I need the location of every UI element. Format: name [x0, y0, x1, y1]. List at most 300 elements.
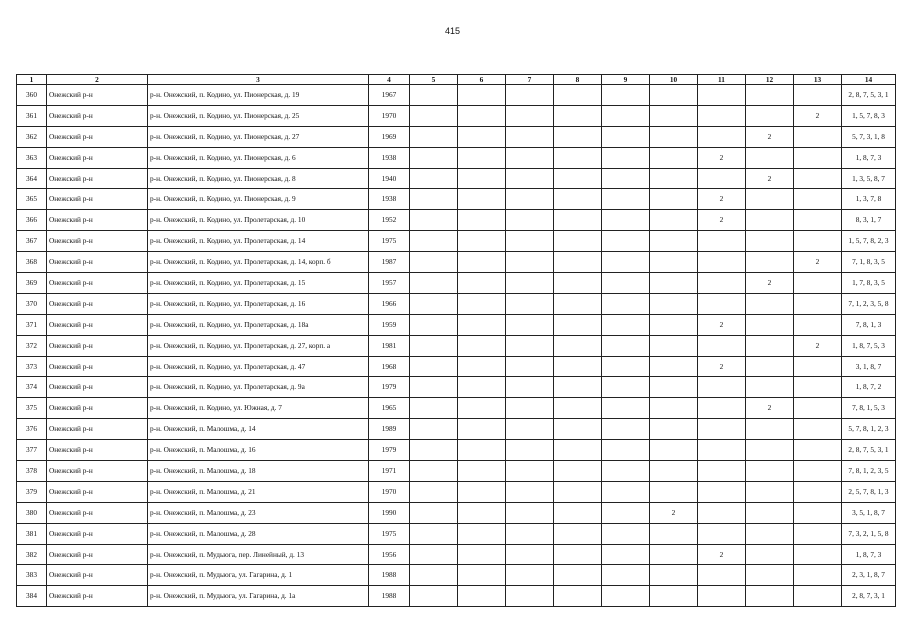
- col-12-cell: 2: [746, 273, 794, 294]
- col-11-cell: [698, 419, 746, 440]
- col-10-cell: [650, 168, 698, 189]
- col-13-cell: [794, 293, 842, 314]
- col-13-cell: [794, 523, 842, 544]
- col-13-cell: [794, 314, 842, 335]
- address-cell: р-н. Онежский, п. Мудьюга, ул. Гагарина, д. 1: [148, 565, 369, 586]
- row-number: 377: [17, 440, 47, 461]
- year-cell: 1971: [369, 461, 410, 482]
- col-11-cell: 2: [698, 189, 746, 210]
- table-row: [17, 502, 896, 523]
- address-cell: р-н. Онежский, п. Малошма, д. 18: [148, 461, 369, 482]
- col-8-cell: [554, 105, 602, 126]
- column-header: 12: [746, 75, 794, 85]
- col-12-cell: [746, 231, 794, 252]
- col-9-cell: [602, 502, 650, 523]
- row-number: 371: [17, 314, 47, 335]
- col-9-cell: [602, 252, 650, 273]
- col-11-cell: [698, 398, 746, 419]
- row-number: 374: [17, 377, 47, 398]
- col-5-cell: [410, 544, 458, 565]
- year-cell: 1965: [369, 398, 410, 419]
- col-14-cell: 1, 3, 5, 8, 7: [842, 168, 896, 189]
- col-6-cell: [458, 544, 506, 565]
- table-row: [17, 377, 896, 398]
- col-8-cell: [554, 523, 602, 544]
- col-13-cell: [794, 586, 842, 607]
- year-cell: 1966: [369, 293, 410, 314]
- col-6-cell: [458, 293, 506, 314]
- year-cell: 1959: [369, 314, 410, 335]
- col-8-cell: [554, 398, 602, 419]
- col-11-cell: [698, 293, 746, 314]
- col-11-cell: [698, 252, 746, 273]
- row-number: 360: [17, 85, 47, 106]
- col-11-cell: [698, 565, 746, 586]
- column-header: 9: [602, 75, 650, 85]
- col-10-cell: [650, 273, 698, 294]
- col-7-cell: [506, 335, 554, 356]
- row-number: 376: [17, 419, 47, 440]
- col-6-cell: [458, 273, 506, 294]
- col-13-cell: [794, 231, 842, 252]
- col-12-cell: [746, 147, 794, 168]
- col-14-cell: 5, 7, 8, 1, 2, 3: [842, 419, 896, 440]
- table-row: [17, 335, 896, 356]
- column-header: 4: [369, 75, 410, 85]
- col-8-cell: [554, 335, 602, 356]
- col-6-cell: [458, 377, 506, 398]
- row-number: 382: [17, 544, 47, 565]
- col-5-cell: [410, 565, 458, 586]
- col-12-cell: [746, 105, 794, 126]
- address-cell: р-н. Онежский, п. Кодино, ул. Пионерская, д. 27: [148, 126, 369, 147]
- row-number: 365: [17, 189, 47, 210]
- col-12-cell: 2: [746, 126, 794, 147]
- address-cell: р-н. Онежский, п. Малошма, д. 16: [148, 440, 369, 461]
- col-6-cell: [458, 335, 506, 356]
- col-5-cell: [410, 252, 458, 273]
- district-cell: Онежский р-н: [47, 189, 148, 210]
- column-header: 2: [47, 75, 148, 85]
- year-cell: 1970: [369, 481, 410, 502]
- col-9-cell: [602, 85, 650, 106]
- col-5-cell: [410, 273, 458, 294]
- table-row: [17, 105, 896, 126]
- year-cell: 1979: [369, 377, 410, 398]
- col-13-cell: [794, 356, 842, 377]
- col-5-cell: [410, 523, 458, 544]
- column-header: 1: [17, 75, 47, 85]
- col-14-cell: 1, 3, 7, 8: [842, 189, 896, 210]
- col-13-cell: 2: [794, 105, 842, 126]
- col-10-cell: [650, 335, 698, 356]
- col-12-cell: [746, 419, 794, 440]
- col-6-cell: [458, 231, 506, 252]
- col-14-cell: 2, 5, 7, 8, 1, 3: [842, 481, 896, 502]
- address-cell: р-н. Онежский, п. Кодино, ул. Пролетарская, д. 15: [148, 273, 369, 294]
- col-9-cell: [602, 481, 650, 502]
- col-9-cell: [602, 147, 650, 168]
- col-10-cell: [650, 252, 698, 273]
- row-number: 366: [17, 210, 47, 231]
- year-cell: 1987: [369, 252, 410, 273]
- address-cell: р-н. Онежский, п. Кодино, ул. Пионерская, д. 19: [148, 85, 369, 106]
- col-11-cell: [698, 105, 746, 126]
- year-cell: 1938: [369, 147, 410, 168]
- col-9-cell: [602, 461, 650, 482]
- col-13-cell: 2: [794, 252, 842, 273]
- district-cell: Онежский р-н: [47, 565, 148, 586]
- col-10-cell: [650, 419, 698, 440]
- col-12-cell: [746, 210, 794, 231]
- col-9-cell: [602, 189, 650, 210]
- col-10-cell: [650, 565, 698, 586]
- col-5-cell: [410, 293, 458, 314]
- col-10-cell: [650, 314, 698, 335]
- col-10-cell: 2: [650, 502, 698, 523]
- address-cell: р-н. Онежский, п. Кодино, ул. Пионерская, д. 9: [148, 189, 369, 210]
- col-5-cell: [410, 85, 458, 106]
- col-12-cell: [746, 377, 794, 398]
- col-9-cell: [602, 210, 650, 231]
- col-7-cell: [506, 544, 554, 565]
- col-14-cell: 1, 7, 8, 3, 5: [842, 273, 896, 294]
- col-10-cell: [650, 147, 698, 168]
- col-5-cell: [410, 314, 458, 335]
- col-10-cell: [650, 481, 698, 502]
- col-6-cell: [458, 168, 506, 189]
- year-cell: 1968: [369, 356, 410, 377]
- col-11-cell: [698, 335, 746, 356]
- district-cell: Онежский р-н: [47, 273, 148, 294]
- table-row: [17, 147, 896, 168]
- table-row: [17, 85, 896, 106]
- table-row: [17, 461, 896, 482]
- col-12-cell: [746, 356, 794, 377]
- col-8-cell: [554, 356, 602, 377]
- table-row: [17, 544, 896, 565]
- year-cell: 1940: [369, 168, 410, 189]
- address-cell: р-н. Онежский, п. Мудьюга, ул. Гагарина, д. 1а: [148, 586, 369, 607]
- col-8-cell: [554, 481, 602, 502]
- col-14-cell: 3, 5, 1, 8, 7: [842, 502, 896, 523]
- table-row: [17, 565, 896, 586]
- col-13-cell: [794, 126, 842, 147]
- address-cell: р-н. Онежский, п. Кодино, ул. Южная, д. 7: [148, 398, 369, 419]
- col-8-cell: [554, 565, 602, 586]
- col-10-cell: [650, 293, 698, 314]
- column-header: 3: [148, 75, 369, 85]
- col-14-cell: 1, 8, 7, 5, 3: [842, 335, 896, 356]
- col-13-cell: [794, 398, 842, 419]
- col-11-cell: 2: [698, 210, 746, 231]
- col-13-cell: [794, 189, 842, 210]
- col-14-cell: 7, 1, 2, 3, 5, 8: [842, 293, 896, 314]
- year-cell: 1969: [369, 126, 410, 147]
- address-cell: р-н. Онежский, п. Кодино, ул. Пионерская, д. 6: [148, 147, 369, 168]
- table-row: [17, 210, 896, 231]
- year-cell: 1957: [369, 273, 410, 294]
- table-row: [17, 398, 896, 419]
- col-12-cell: [746, 523, 794, 544]
- row-number: 378: [17, 461, 47, 482]
- col-12-cell: [746, 314, 794, 335]
- col-9-cell: [602, 168, 650, 189]
- col-5-cell: [410, 105, 458, 126]
- table-body: [17, 85, 896, 607]
- col-5-cell: [410, 168, 458, 189]
- col-6-cell: [458, 210, 506, 231]
- district-cell: Онежский р-н: [47, 168, 148, 189]
- col-9-cell: [602, 293, 650, 314]
- col-11-cell: [698, 168, 746, 189]
- row-number: 380: [17, 502, 47, 523]
- table-row: [17, 481, 896, 502]
- table-row: [17, 189, 896, 210]
- col-7-cell: [506, 189, 554, 210]
- address-cell: р-н. Онежский, п. Кодино, ул. Пролетарская, д. 10: [148, 210, 369, 231]
- col-10-cell: [650, 461, 698, 482]
- year-cell: 1975: [369, 231, 410, 252]
- col-10-cell: [650, 356, 698, 377]
- address-cell: р-н. Онежский, п. Кодино, ул. Пионерская, д. 25: [148, 105, 369, 126]
- col-10-cell: [650, 398, 698, 419]
- col-5-cell: [410, 189, 458, 210]
- col-11-cell: [698, 523, 746, 544]
- year-cell: 1981: [369, 335, 410, 356]
- year-cell: 1938: [369, 189, 410, 210]
- row-number: 372: [17, 335, 47, 356]
- col-7-cell: [506, 293, 554, 314]
- district-cell: Онежский р-н: [47, 461, 148, 482]
- col-12-cell: [746, 85, 794, 106]
- col-14-cell: 7, 8, 1, 2, 3, 5: [842, 461, 896, 482]
- col-9-cell: [602, 419, 650, 440]
- col-7-cell: [506, 461, 554, 482]
- col-10-cell: [650, 210, 698, 231]
- col-6-cell: [458, 147, 506, 168]
- col-12-cell: [746, 293, 794, 314]
- district-cell: Онежский р-н: [47, 440, 148, 461]
- col-14-cell: 8, 3, 1, 7: [842, 210, 896, 231]
- col-11-cell: 2: [698, 147, 746, 168]
- col-13-cell: [794, 565, 842, 586]
- district-cell: Онежский р-н: [47, 481, 148, 502]
- col-12-cell: 2: [746, 168, 794, 189]
- row-number: 379: [17, 481, 47, 502]
- col-9-cell: [602, 356, 650, 377]
- col-14-cell: 2, 8, 7, 5, 3, 1: [842, 85, 896, 106]
- col-14-cell: 3, 1, 8, 7: [842, 356, 896, 377]
- col-6-cell: [458, 481, 506, 502]
- col-11-cell: [698, 440, 746, 461]
- col-13-cell: [794, 168, 842, 189]
- col-9-cell: [602, 377, 650, 398]
- address-cell: р-н. Онежский, п. Мудьюга, пер. Линейный, д. 13: [148, 544, 369, 565]
- header-row: [17, 75, 896, 85]
- col-9-cell: [602, 565, 650, 586]
- col-9-cell: [602, 335, 650, 356]
- col-11-cell: [698, 586, 746, 607]
- table-row: [17, 168, 896, 189]
- col-14-cell: 5, 7, 3, 1, 8: [842, 126, 896, 147]
- col-12-cell: [746, 189, 794, 210]
- col-8-cell: [554, 440, 602, 461]
- col-8-cell: [554, 419, 602, 440]
- district-cell: Онежский р-н: [47, 377, 148, 398]
- year-cell: 1990: [369, 502, 410, 523]
- col-12-cell: [746, 461, 794, 482]
- row-number: 362: [17, 126, 47, 147]
- col-8-cell: [554, 85, 602, 106]
- address-cell: р-н. Онежский, п. Кодино, ул. Пролетарская, д. 14, корп. б: [148, 252, 369, 273]
- col-10-cell: [650, 544, 698, 565]
- col-8-cell: [554, 252, 602, 273]
- col-11-cell: [698, 231, 746, 252]
- col-13-cell: [794, 461, 842, 482]
- col-13-cell: [794, 147, 842, 168]
- district-cell: Онежский р-н: [47, 210, 148, 231]
- year-cell: 1975: [369, 523, 410, 544]
- year-cell: 1970: [369, 105, 410, 126]
- col-14-cell: 1, 5, 7, 8, 3: [842, 105, 896, 126]
- col-10-cell: [650, 189, 698, 210]
- col-11-cell: [698, 273, 746, 294]
- district-cell: Онежский р-н: [47, 85, 148, 106]
- col-7-cell: [506, 481, 554, 502]
- address-cell: р-н. Онежский, п. Кодино, ул. Пролетарская, д. 18а: [148, 314, 369, 335]
- col-7-cell: [506, 398, 554, 419]
- col-7-cell: [506, 147, 554, 168]
- col-8-cell: [554, 461, 602, 482]
- table-row: [17, 586, 896, 607]
- column-header: 8: [554, 75, 602, 85]
- column-header: 11: [698, 75, 746, 85]
- col-9-cell: [602, 231, 650, 252]
- col-9-cell: [602, 126, 650, 147]
- district-cell: Онежский р-н: [47, 586, 148, 607]
- year-cell: 1988: [369, 565, 410, 586]
- col-13-cell: [794, 544, 842, 565]
- col-5-cell: [410, 461, 458, 482]
- row-number: 370: [17, 293, 47, 314]
- district-cell: Онежский р-н: [47, 502, 148, 523]
- col-12-cell: [746, 502, 794, 523]
- table-row: [17, 356, 896, 377]
- col-14-cell: 1, 5, 7, 8, 2, 3: [842, 231, 896, 252]
- col-12-cell: [746, 335, 794, 356]
- col-11-cell: [698, 126, 746, 147]
- col-13-cell: [794, 481, 842, 502]
- col-5-cell: [410, 147, 458, 168]
- col-6-cell: [458, 523, 506, 544]
- col-6-cell: [458, 586, 506, 607]
- col-12-cell: [746, 440, 794, 461]
- col-7-cell: [506, 356, 554, 377]
- address-cell: р-н. Онежский, п. Кодино, ул. Пролетарская, д. 16: [148, 293, 369, 314]
- col-14-cell: 7, 8, 1, 5, 3: [842, 398, 896, 419]
- col-5-cell: [410, 586, 458, 607]
- col-13-cell: [794, 502, 842, 523]
- col-6-cell: [458, 356, 506, 377]
- table-row: [17, 252, 896, 273]
- district-cell: Онежский р-н: [47, 419, 148, 440]
- address-cell: р-н. Онежский, п. Малошма, д. 28: [148, 523, 369, 544]
- col-13-cell: [794, 210, 842, 231]
- col-14-cell: 2, 8, 7, 5, 3, 1: [842, 440, 896, 461]
- table-row: [17, 419, 896, 440]
- table-row: [17, 523, 896, 544]
- col-8-cell: [554, 189, 602, 210]
- col-12-cell: [746, 544, 794, 565]
- col-5-cell: [410, 356, 458, 377]
- row-number: 384: [17, 586, 47, 607]
- col-7-cell: [506, 523, 554, 544]
- col-6-cell: [458, 461, 506, 482]
- col-6-cell: [458, 419, 506, 440]
- col-14-cell: 7, 3, 2, 1, 5, 8: [842, 523, 896, 544]
- table-header: [17, 75, 896, 85]
- col-5-cell: [410, 419, 458, 440]
- column-header: 10: [650, 75, 698, 85]
- col-6-cell: [458, 126, 506, 147]
- col-9-cell: [602, 440, 650, 461]
- col-12-cell: [746, 586, 794, 607]
- col-9-cell: [602, 314, 650, 335]
- col-6-cell: [458, 189, 506, 210]
- col-12-cell: [746, 565, 794, 586]
- district-cell: Онежский р-н: [47, 523, 148, 544]
- year-cell: 1967: [369, 85, 410, 106]
- row-number: 381: [17, 523, 47, 544]
- col-8-cell: [554, 544, 602, 565]
- address-cell: р-н. Онежский, п. Кодино, ул. Пролетарская, д. 9а: [148, 377, 369, 398]
- address-cell: р-н. Онежский, п. Кодино, ул. Пролетарская, д. 47: [148, 356, 369, 377]
- col-14-cell: 2, 3, 1, 8, 7: [842, 565, 896, 586]
- row-number: 383: [17, 565, 47, 586]
- col-8-cell: [554, 231, 602, 252]
- col-13-cell: [794, 273, 842, 294]
- col-6-cell: [458, 398, 506, 419]
- col-7-cell: [506, 314, 554, 335]
- col-11-cell: [698, 461, 746, 482]
- col-8-cell: [554, 293, 602, 314]
- district-cell: Онежский р-н: [47, 231, 148, 252]
- col-10-cell: [650, 377, 698, 398]
- col-6-cell: [458, 502, 506, 523]
- col-6-cell: [458, 105, 506, 126]
- col-7-cell: [506, 586, 554, 607]
- col-6-cell: [458, 440, 506, 461]
- table-row: [17, 273, 896, 294]
- col-5-cell: [410, 440, 458, 461]
- col-10-cell: [650, 231, 698, 252]
- district-cell: Онежский р-н: [47, 314, 148, 335]
- col-7-cell: [506, 210, 554, 231]
- col-5-cell: [410, 398, 458, 419]
- col-6-cell: [458, 252, 506, 273]
- col-7-cell: [506, 273, 554, 294]
- col-8-cell: [554, 168, 602, 189]
- column-header: 13: [794, 75, 842, 85]
- col-8-cell: [554, 210, 602, 231]
- col-8-cell: [554, 377, 602, 398]
- col-11-cell: [698, 85, 746, 106]
- district-cell: Онежский р-н: [47, 105, 148, 126]
- col-11-cell: [698, 502, 746, 523]
- col-10-cell: [650, 105, 698, 126]
- col-14-cell: 1, 8, 7, 3: [842, 147, 896, 168]
